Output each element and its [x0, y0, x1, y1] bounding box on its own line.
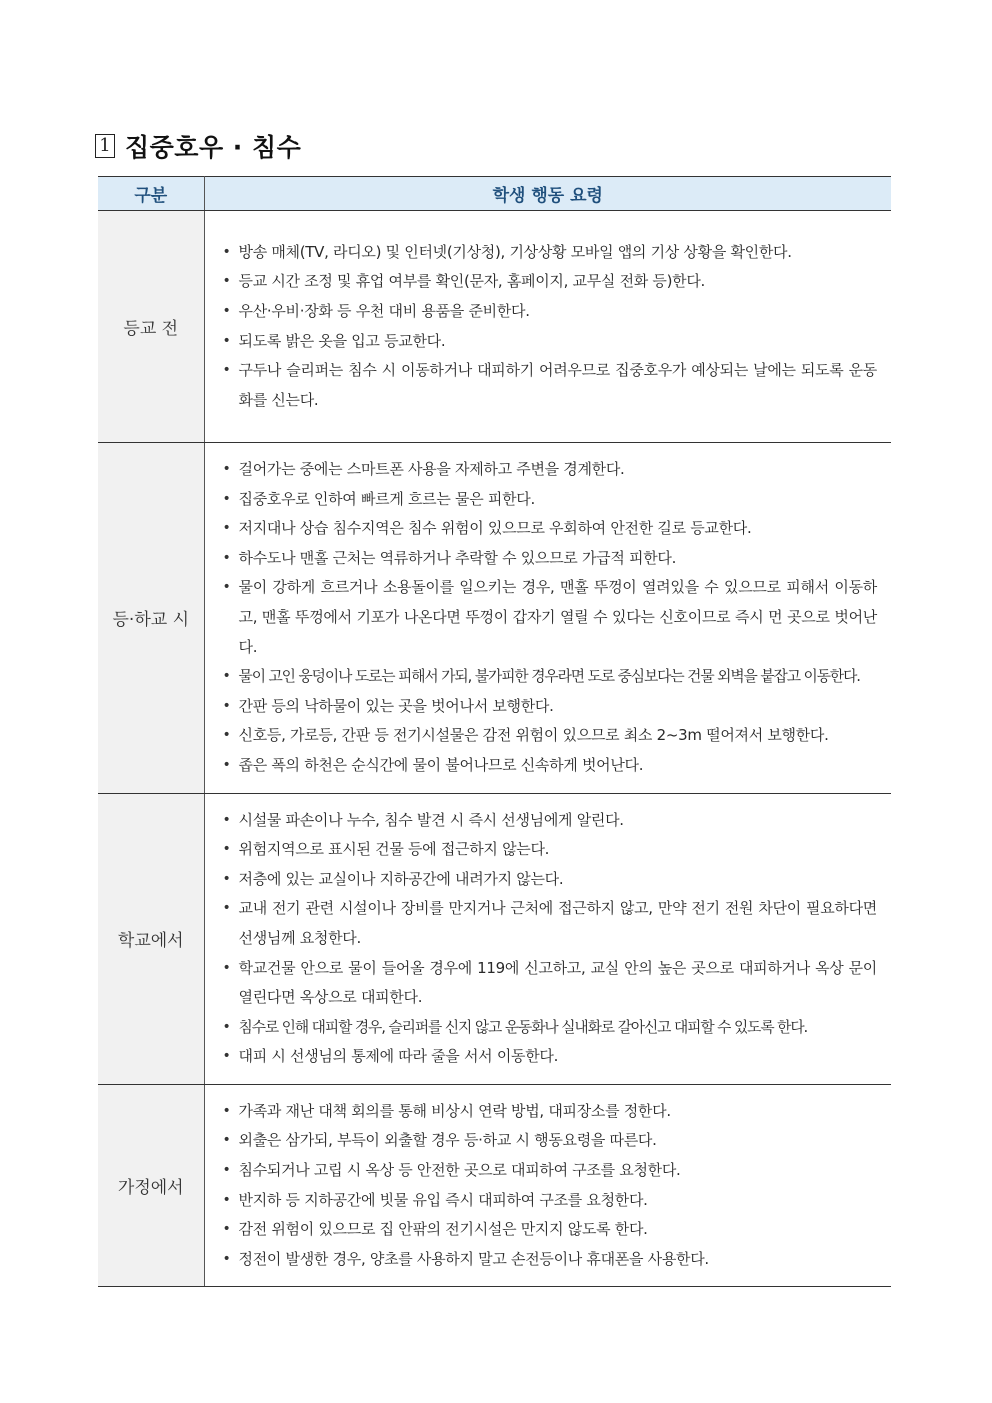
- list-item: • 감전 위험이 있으므로 집 안팎의 전기시설은 만지지 않도록 한다.: [223, 1215, 878, 1245]
- row-items: [204, 443, 891, 794]
- list-item: • 하수도나 맨홀 근처는 역류하거나 추락할 수 있으므로 가급적 피한다.: [223, 544, 878, 574]
- list-item: • 좁은 폭의 하천은 순식간에 물이 불어나므로 신속하게 벗어난다.: [223, 751, 878, 781]
- row-items: [204, 211, 891, 443]
- action-guide-table: [98, 176, 891, 1287]
- list-item: • 침수로 인해 대피할 경우, 슬리퍼를 신지 않고 운동화나 실내화로 갈아신고 대피할 수 있도록 한다.: [223, 1013, 878, 1043]
- list-item: • 저층에 있는 교실이나 지하공간에 내려가지 않는다.: [223, 865, 878, 895]
- section-number-box: 1: [95, 134, 115, 158]
- table-row-at-home: [98, 1084, 891, 1287]
- list-item: • 가족과 재난 대책 회의를 통해 비상시 연락 방법, 대피장소를 정한다.: [223, 1097, 878, 1127]
- table-row-at-school: [98, 793, 891, 1084]
- table-row-before-school: [98, 211, 891, 443]
- list-item: • 외출은 삼가되, 부득이 외출할 경우 등·하교 시 행동요령을 따른다.: [223, 1126, 878, 1156]
- list-item: • 교내 전기 관련 시설이나 장비를 만지거나 근처에 접근하지 않고, 만약 전기 전원 차단이 필요하다면 선생님께 요청한다.: [223, 894, 878, 953]
- list-item: • 물이 고인 웅덩이나 도로는 피해서 가되, 불가피한 경우라면 도로 중심보다는 건물 외벽을 붙잡고 이동한다.: [223, 662, 878, 692]
- list-item: • 학교건물 안으로 물이 들어올 경우에 119에 신고하고, 교실 안의 높은 곳으로 대피하거나 옥상 문이 열린다면 옥상으로 대피한다.: [223, 954, 878, 1013]
- section-title-text: 집중호우 · 침수: [125, 133, 302, 162]
- list-item: • 되도록 밝은 옷을 입고 등교한다.: [223, 327, 878, 357]
- row-category: 학교에서: [98, 793, 204, 1084]
- list-item: • 걸어가는 중에는 스마트폰 사용을 자제하고 주변을 경계한다.: [223, 455, 878, 485]
- list-item: • 등교 시간 조정 및 휴업 여부를 확인(문자, 홈페이지, 교무실 전화 등)한다.: [223, 267, 878, 297]
- bullet-list: [223, 238, 878, 416]
- list-item: • 반지하 등 지하공간에 빗물 유입 즉시 대피하여 구조를 요청한다.: [223, 1186, 878, 1216]
- bullet-list: [223, 455, 878, 781]
- section-title: [95, 128, 301, 164]
- table-row-commute: [98, 443, 891, 794]
- list-item: • 저지대나 상습 침수지역은 침수 위험이 있으므로 우회하여 안전한 길로 등교한다.: [223, 514, 878, 544]
- header-content: 학생 행동 요령: [204, 177, 891, 211]
- list-item: • 정전이 발생한 경우, 양초를 사용하지 말고 손전등이나 휴대폰을 사용한다.: [223, 1245, 878, 1275]
- row-items: [204, 793, 891, 1084]
- list-item: • 우산·우비·장화 등 우천 대비 용품을 준비한다.: [223, 297, 878, 327]
- list-item: • 방송 매체(TV, 라디오) 및 인터넷(기상청), 기상상황 모바일 앱의 기상 상황을 확인한다.: [223, 238, 878, 268]
- list-item: • 대피 시 선생님의 통제에 따라 줄을 서서 이동한다.: [223, 1042, 878, 1072]
- list-item: • 간판 등의 낙하물이 있는 곳을 벗어나서 보행한다.: [223, 692, 878, 722]
- row-category: 가정에서: [98, 1084, 204, 1287]
- list-item: • 물이 강하게 흐르거나 소용돌이를 일으키는 경우, 맨홀 뚜껑이 열려있을 수 있으므로 피해서 이동하고, 맨홀 뚜껑에서 기포가 나온다면 뚜껑이 갑자기 열릴 수 있다는 신호이므로 즉시 먼 곳으로 벗어난다.: [223, 573, 878, 662]
- table-header-row: [98, 177, 891, 211]
- list-item: • 침수되거나 고립 시 옥상 등 안전한 곳으로 대피하여 구조를 요청한다.: [223, 1156, 878, 1186]
- list-item: • 시설물 파손이나 누수, 침수 발견 시 즉시 선생님에게 알린다.: [223, 806, 878, 836]
- list-item: • 집중호우로 인하여 빠르게 흐르는 물은 피한다.: [223, 485, 878, 515]
- bullet-list: [223, 1097, 878, 1275]
- row-items: [204, 1084, 891, 1287]
- row-category: 등교 전: [98, 211, 204, 443]
- list-item: • 신호등, 가로등, 간판 등 전기시설물은 감전 위험이 있으므로 최소 2~3m 떨어져서 보행한다.: [223, 721, 878, 751]
- bullet-list: [223, 806, 878, 1072]
- list-item: • 위험지역으로 표시된 건물 등에 접근하지 않는다.: [223, 835, 878, 865]
- list-item: • 구두나 슬리퍼는 침수 시 이동하거나 대피하기 어려우므로 집중호우가 예상되는 날에는 되도록 운동화를 신는다.: [223, 356, 878, 415]
- row-category: 등·하교 시: [98, 443, 204, 794]
- header-category: 구분: [98, 177, 204, 211]
